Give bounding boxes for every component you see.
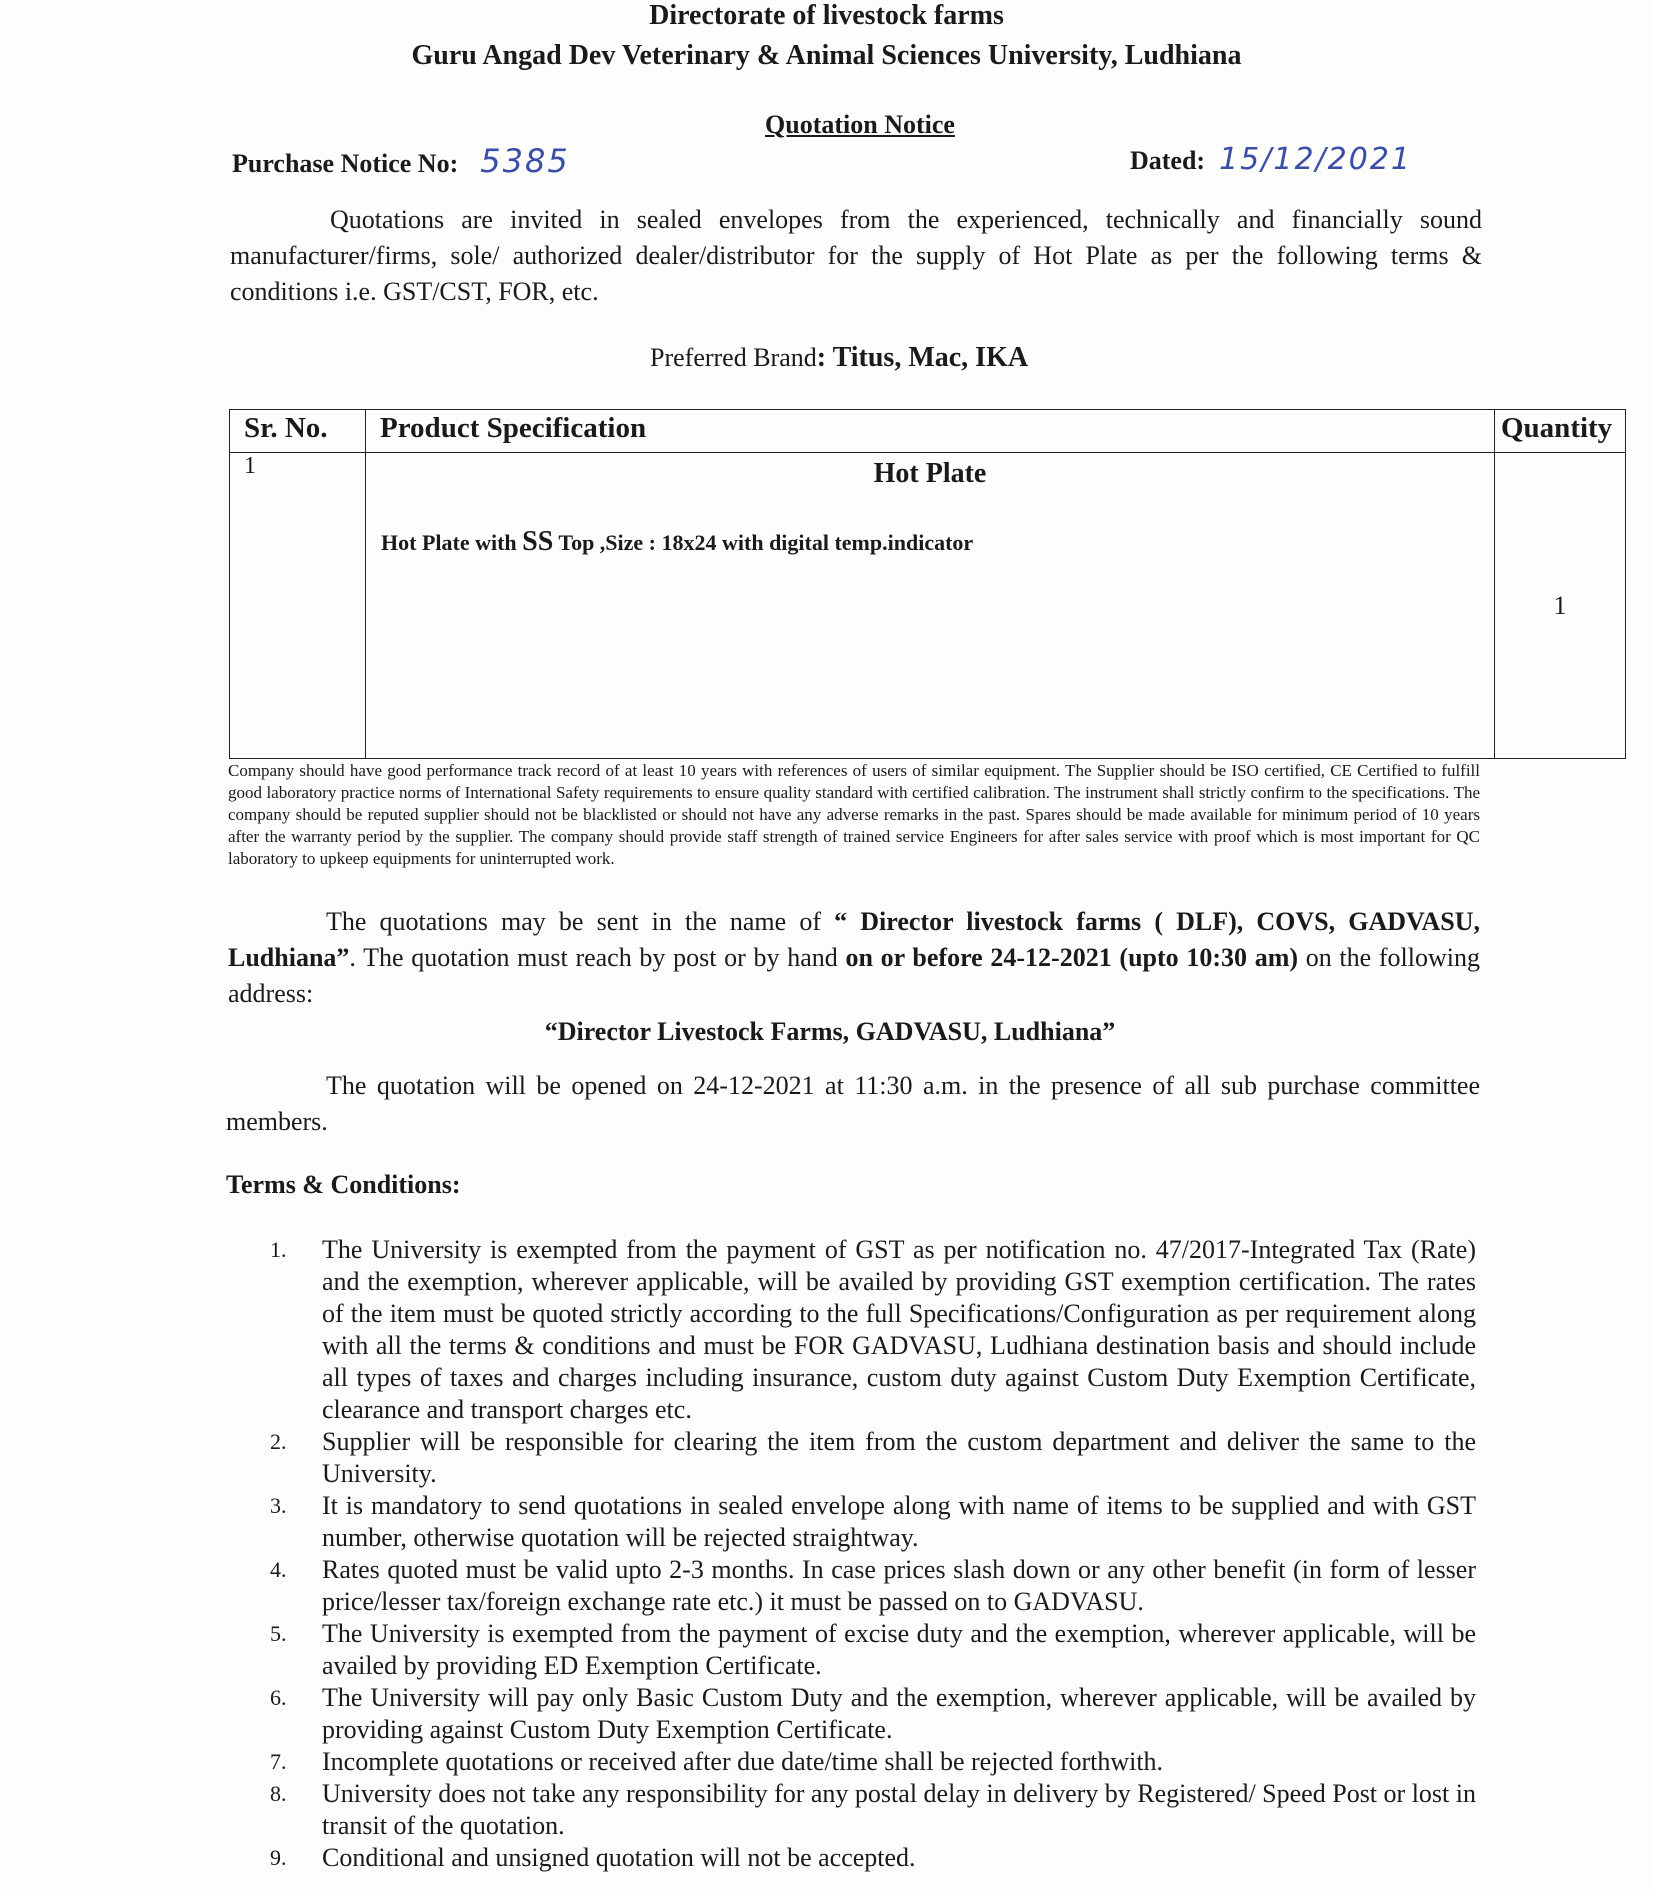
list-item — [270, 1618, 1476, 1682]
send-instructions — [228, 904, 1480, 1012]
send-text-2: . The quotation must reach by post or by hand — [349, 943, 846, 972]
opening-paragraph: The quotation will be opened on 24-12-2021 at 11:30 a.m. in the presence of all sub purchase committee members. — [226, 1071, 1480, 1136]
list-item — [270, 1426, 1476, 1490]
purchase-notice-label: Purchase Notice No: — [232, 149, 459, 178]
preferred-brand — [650, 342, 1028, 374]
list-item — [270, 1554, 1476, 1618]
handwritten-date: 15/12/2021 — [1219, 142, 1413, 177]
list-item — [270, 1234, 1476, 1426]
term-number: 4. — [270, 1557, 287, 1582]
term-text: The University will pay only Basic Custom Duty and the exemption, wherever applicable, will be availed by providing against Custom Duty Exemption Certificate. — [322, 1683, 1476, 1744]
term-text: It is mandatory to send quotations in sealed envelope along with name of items to be supplied and with GST number, otherwise quotation will be rejected straightway. — [322, 1491, 1476, 1552]
row-quantity: 1 — [1495, 453, 1626, 759]
term-number: 7. — [270, 1749, 287, 1774]
term-number: 6. — [270, 1685, 287, 1710]
list-item — [270, 1490, 1476, 1554]
term-text: Supplier will be responsible for clearing the item from the custom department and deliver the same to the University. — [322, 1427, 1476, 1488]
product-name: Hot Plate — [873, 458, 987, 489]
product-table — [229, 409, 1626, 759]
terms-heading: Terms & Conditions: — [226, 1170, 461, 1199]
term-number: 8. — [270, 1781, 287, 1806]
term-text: University does not take any responsibility for any postal delay in delivery by Registered/ Speed Post or lost in transit of the quotation. — [322, 1779, 1476, 1840]
term-text: Rates quoted must be valid upto 2-3 months. In case prices slash down or any other benefit (in form of lesser price/lesser tax/foreign exchange rate etc.) it must be passed on to GADVASU. — [322, 1555, 1476, 1616]
table-header-row — [230, 410, 1626, 453]
row-sr-no: 1 — [230, 453, 366, 759]
send-text-1: The quotations may be sent in the name of — [326, 907, 835, 936]
preferred-brand-value: : Titus, Mac, IKA — [816, 342, 1029, 373]
term-text: Conditional and unsigned quotation will not be accepted. — [322, 1843, 916, 1872]
spec-ss: SS — [522, 526, 554, 557]
term-number: 5. — [270, 1621, 287, 1646]
term-text: Incomplete quotations or received after due date/time shall be rejected forthwith. — [322, 1747, 1164, 1776]
term-text: The University is exempted from the payment of excise duty and the exemption, wherever applicable, will be availed by providing ED Exemption Certificate. — [322, 1619, 1476, 1680]
spec-post: Top ,Size : 18x24 with digital temp.indicator — [553, 530, 974, 555]
send-text-3: on the following address: — [228, 943, 1481, 1008]
send-deadline: on or before 24-12-2021 (upto 10:30 am) — [845, 943, 1299, 972]
term-number: 9. — [270, 1845, 287, 1870]
term-text: The University is exempted from the payment of GST as per notification no. 47/2017-Integrated Tax (Rate) and the exemption, wherever applicable, will be availed by providing GST exemption certification. The rates of the item must be quoted strictly according to the full Specifications/Configuration as per requirement along with all the terms & conditions and must be FOR GADVASU, Ludhiana destination basis and should include all types of taxes and charges including insurance, custom duty against Custom Duty Exemption Certificate, clearance and transport charges etc. — [322, 1235, 1476, 1424]
terms-list — [270, 1234, 1476, 1874]
row-product-cell — [366, 453, 1495, 759]
list-item — [270, 1778, 1476, 1842]
list-item — [270, 1842, 1476, 1874]
purchase-notice-line — [232, 142, 570, 180]
product-specification — [367, 526, 1493, 558]
term-number: 1. — [270, 1237, 287, 1262]
spec-pre: Hot Plate with — [381, 530, 523, 555]
list-item — [270, 1746, 1476, 1778]
header-quantity: Quantity — [1495, 410, 1626, 453]
eligibility-note: Company should have good performance track record of at least 10 years with references of users of similar equipment. The Supplier should be ISO certified, CE Certified to fulfill good laboratory practice norms of International Safety requirements to ensure quality standard with certified calibration. The instrument shall strictly confirm to the specifications. The company should be reputed supplier should not be blacklisted or should not have any adverse remarks in the past. Spares should be made available for minimum period of 10 years after the warranty period by the supplier. The company should provide staff strength of trained service Engineers for after sales service with proof which is most important for QC laboratory to upkeep equipments for uninterrupted work. — [228, 761, 1480, 868]
dated-line — [1130, 142, 1412, 177]
header-sr-no: Sr. No. — [230, 410, 366, 453]
term-number: 3. — [270, 1493, 287, 1518]
notice-title: Quotation Notice — [765, 110, 955, 139]
term-number: 2. — [270, 1429, 287, 1454]
delivery-address: “Director Livestock Farms, GADVASU, Ludhiana” — [544, 1017, 1116, 1046]
purchase-notice-number: 5385 — [480, 142, 570, 180]
send-recipient: “ Director livestock farms ( DLF), COVS, GADVASU, Ludhiana” — [228, 907, 1480, 972]
university-heading: Guru Angad Dev Veterinary & Animal Sciences University, Ludhiana — [411, 40, 1242, 71]
dated-label: Dated: — [1130, 146, 1206, 175]
directorate-heading: Directorate of livestock farms — [649, 0, 1004, 31]
header-product-spec: Product Specification — [366, 410, 1495, 453]
list-item — [270, 1682, 1476, 1746]
preferred-brand-label: Preferred Brand — [650, 343, 817, 372]
table-row — [230, 453, 1626, 759]
intro-paragraph: Quotations are invited in sealed envelopes from the experienced, technically and financially sound manufacturer/firms, sole/ authorized dealer/distributor for the supply of Hot Plate as per the following terms & conditions i.e. GST/CST, FOR, etc. — [230, 205, 1482, 306]
